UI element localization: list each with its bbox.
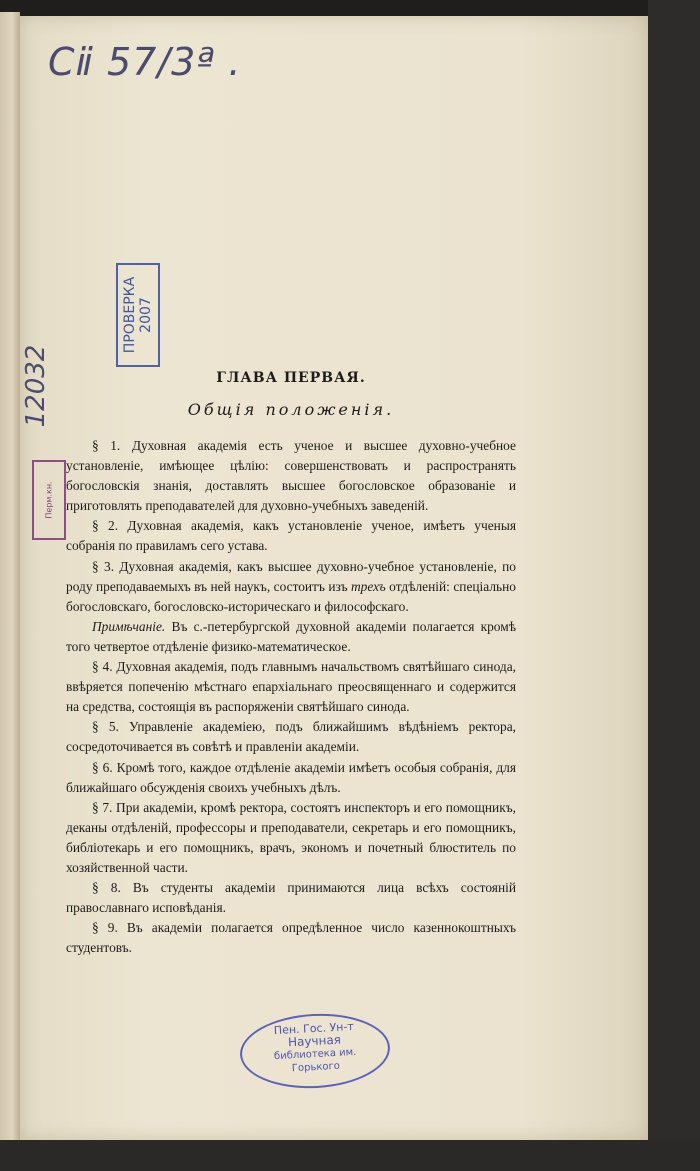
check-stamp-line2: 2007 bbox=[138, 297, 154, 333]
library-stamp-line3: библиотека им. bbox=[273, 1046, 357, 1063]
check-stamp-text bbox=[122, 277, 154, 353]
chapter-title: ГЛАВА ПЕРВАЯ. bbox=[216, 370, 366, 386]
paragraph-8: § 8. Въ студенты академіи принимаются лица всѣхъ состояній православнаго исповѣданія. bbox=[66, 880, 516, 916]
small-library-stamp bbox=[32, 460, 66, 540]
paragraph-4: § 4. Духовная академія, подъ главнымъ начальствомъ святѣйшаго синода, ввѣряется попеченію мѣстнаго епархіальнаго преосвященнаго и содержится на средства, состоящія въ распоряженіи святѣйшаго синода. bbox=[66, 659, 516, 715]
scan-background-top bbox=[0, 0, 700, 16]
scan-background-right bbox=[648, 0, 700, 1171]
paragraph-note bbox=[66, 617, 516, 657]
handwritten-shelf-mark: Сⅱ 57/3ª . bbox=[48, 40, 242, 84]
document-body bbox=[66, 436, 516, 958]
paragraph-1: § 1. Духовная академія есть ученое и высшее духовно-учебное установленіе, имѣющее цѣлію: совершенствовать и распространять богословскія знанія, доставлять высшее богословское образованіе и приготовлять преподавателей для духовно-учебныхъ заведеній. bbox=[66, 438, 516, 514]
check-stamp bbox=[116, 263, 160, 367]
scan-background-bottom bbox=[0, 1140, 700, 1171]
small-stamp-text: Перм.кн. bbox=[44, 481, 54, 519]
paragraph-3-text: § 3. Духовная академія, какъ высшее духовно-учебное установленіе, по роду преподаваемыхъ въ ней наукъ, состоитъ изъ bbox=[66, 558, 516, 594]
section-title: Общія положенія. bbox=[187, 400, 395, 419]
paragraph-2: § 2. Духовная академія, какъ установленіе ученое, имѣетъ ученыя собранія по правиламъ сего устава. bbox=[66, 518, 516, 554]
check-stamp-line1: ПРОВЕРКА bbox=[122, 276, 138, 354]
paragraph-3-emphasis: трехъ bbox=[351, 578, 386, 594]
paragraph-3-text-end: отдѣленій: спеціально богословскаго, богословско-историческаго и философскаго. bbox=[66, 578, 516, 614]
paragraph-9: § 9. Въ академіи полагается опредѣленное число казеннокоштныхъ студентовъ. bbox=[66, 920, 516, 956]
library-stamp-line4: Горького bbox=[291, 1060, 341, 1075]
paragraph-5: § 5. Управленіе академіею, подъ ближайшимъ вѣдѣніемъ ректора, сосредоточивается въ совѣтѣ и правленіи академіи. bbox=[66, 719, 516, 755]
paragraph-3 bbox=[66, 557, 516, 617]
library-stamp-line2: Научная bbox=[287, 1032, 342, 1050]
paragraph-7: § 7. При академіи, кромѣ ректора, состоятъ инспекторъ и его помощникъ, деканы отдѣленій, профессоры и преподаватели, секретарь и его помощникъ, библіотекарь и его помощникъ, врачъ, экономъ и почетный блюститель по хозяйственной части. bbox=[66, 799, 516, 875]
paragraph-6: § 6. Кромѣ того, каждое отдѣленіе академіи имѣетъ особыя собранія, для ближайшаго обсужденія своихъ учебныхъ дѣлъ. bbox=[66, 759, 516, 795]
note-label: Примѣчаніе. bbox=[92, 618, 166, 634]
handwritten-inventory-number: 12032 bbox=[21, 344, 51, 428]
note-text: Въ с.-петербургской духовной академіи полагается кромѣ того четвертое отдѣленіе физико-математическое. bbox=[66, 618, 516, 654]
adjacent-page-edge bbox=[0, 12, 20, 1152]
library-stamp-line1: Пен. Гос. Ун-т bbox=[273, 1019, 355, 1038]
